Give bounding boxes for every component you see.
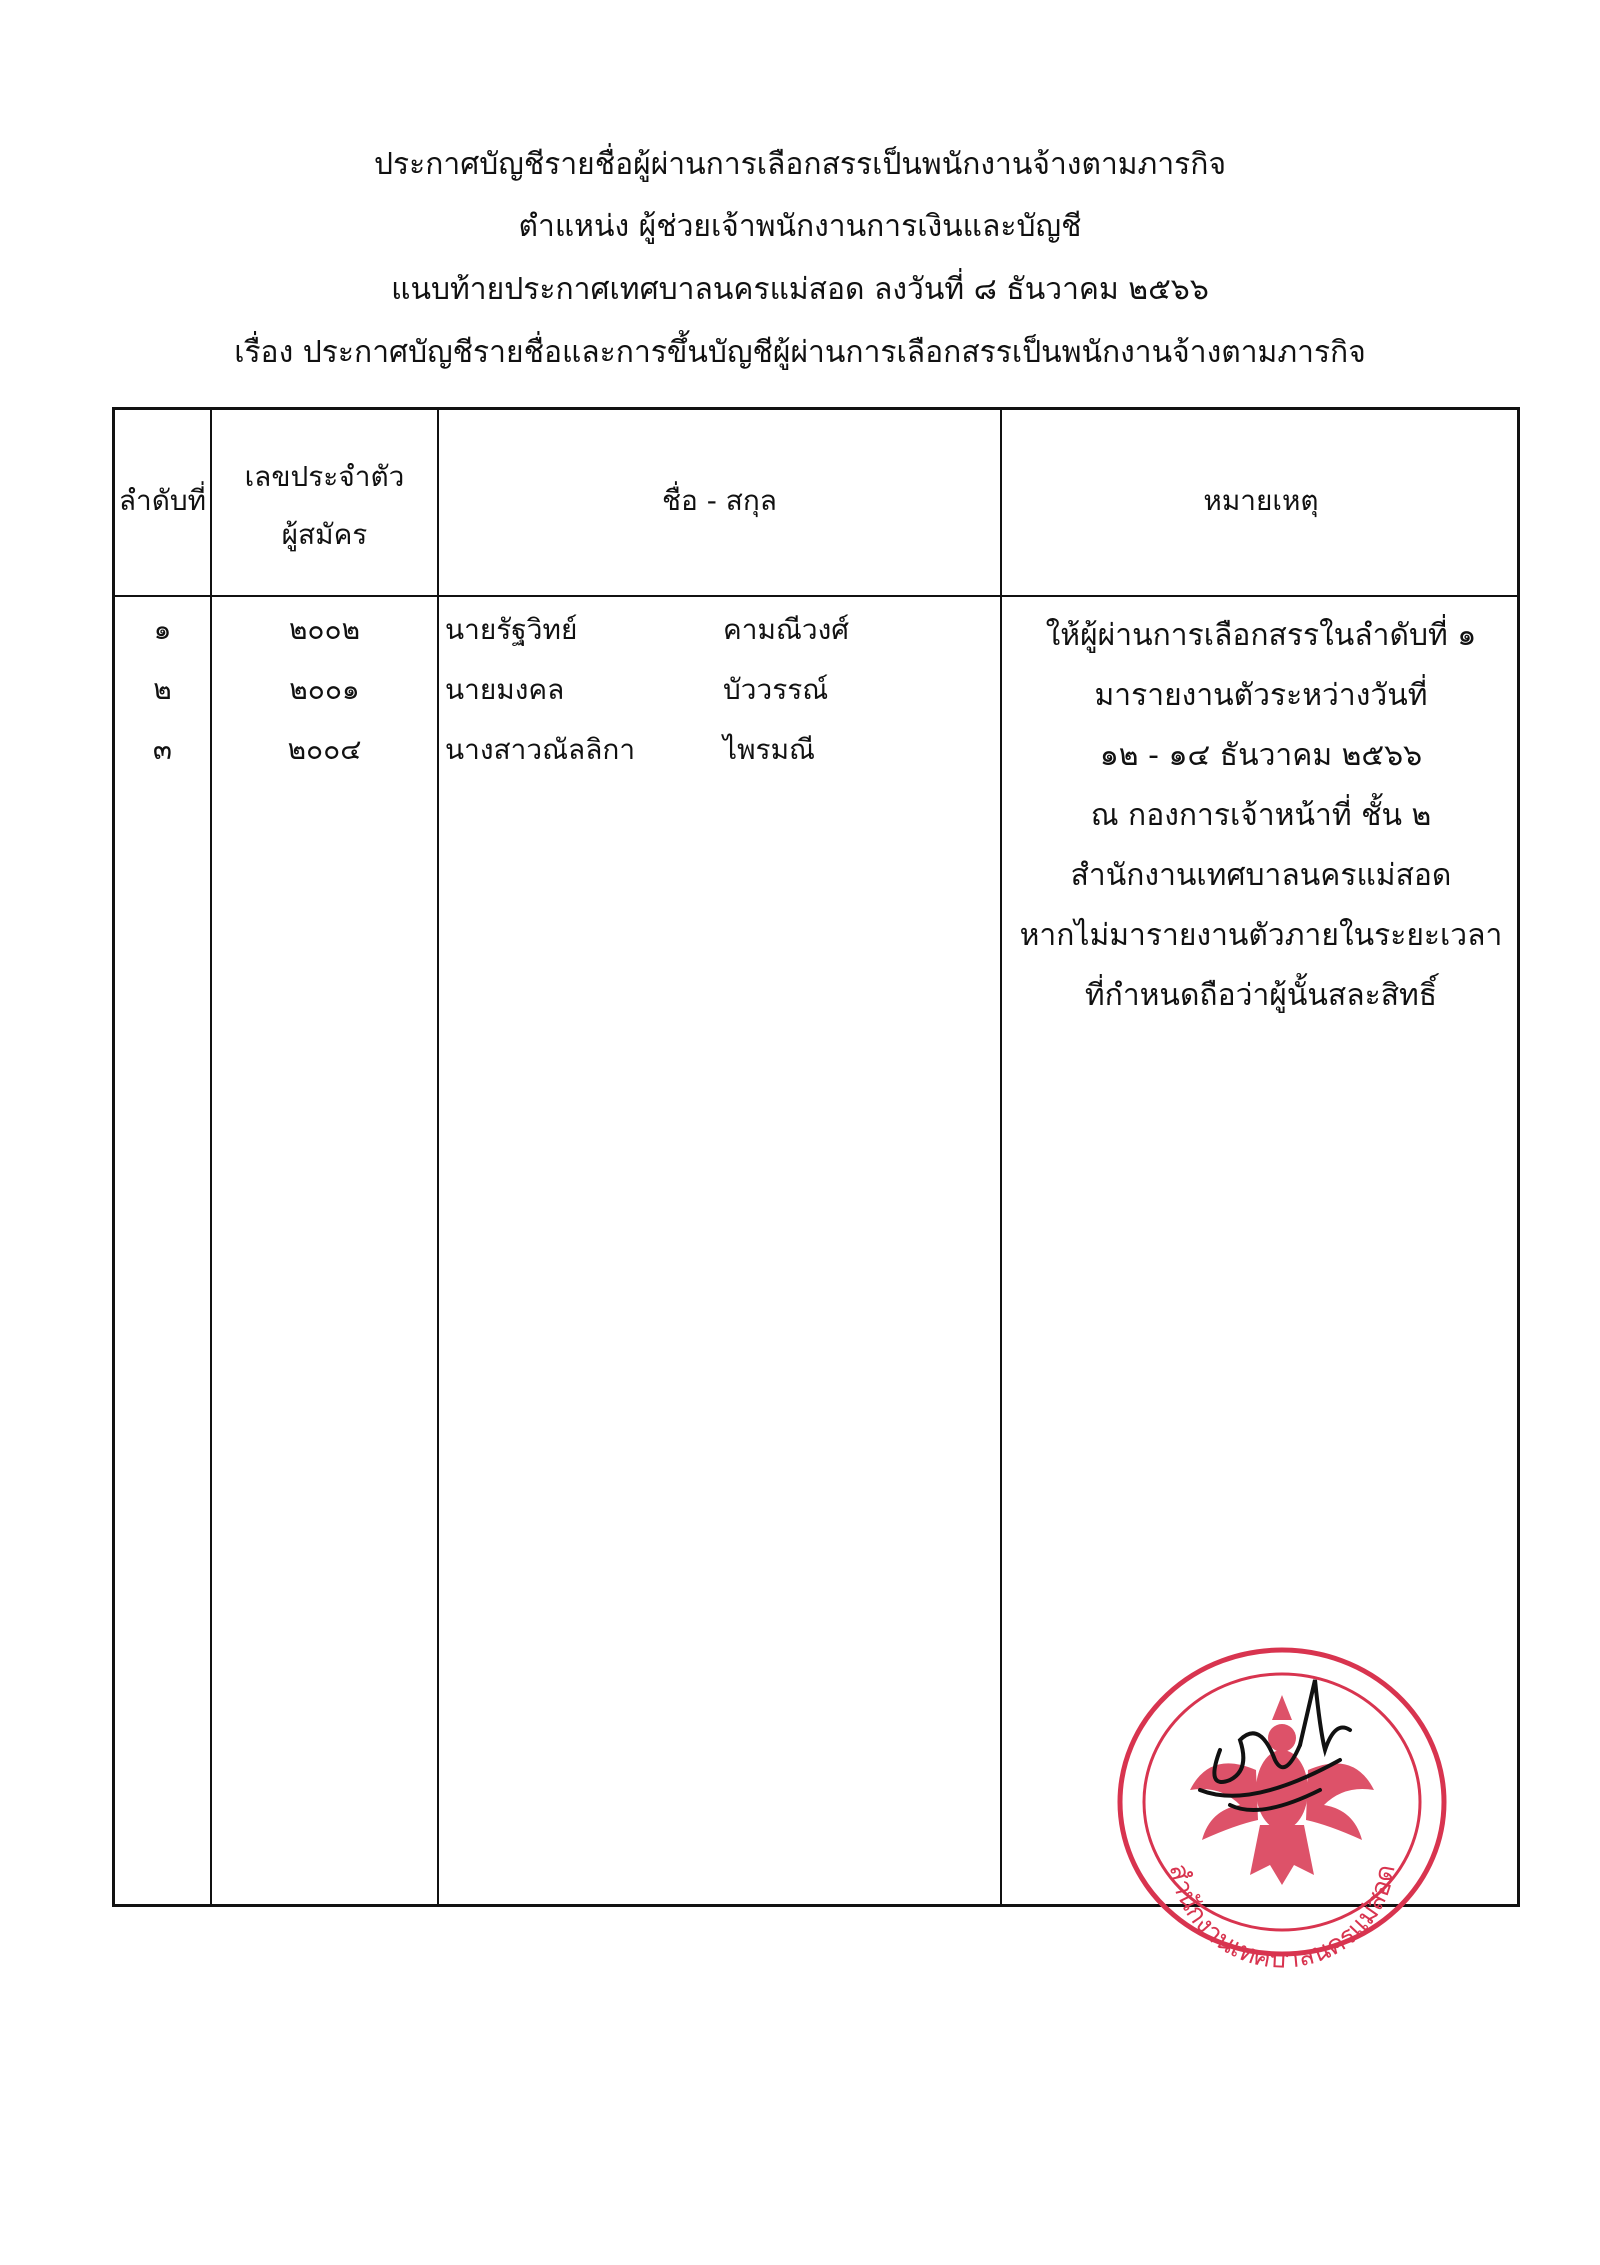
row-2-first-name: นายมงคล	[445, 673, 565, 706]
seal-text: สำนักงานเทศบาลนครแม่สอด	[1162, 1861, 1402, 1970]
title-line-3: แนบท้ายประกาศเทศบาลนครแม่สอด ลงวันที่ ๘ ธันวาคม ๒๕๖๖	[391, 272, 1209, 307]
official-seal	[1110, 1640, 1450, 1970]
remark-line: สำนักงานเทศบาลนครแม่สอด	[1070, 858, 1452, 893]
row-2-last-name: บัววรรณ์	[723, 673, 829, 706]
seal-graphic	[1110, 1640, 1450, 1970]
remark-line: ๑๒ - ๑๔ ธันวาคม ๒๕๖๖	[1099, 738, 1423, 773]
header-applicant-id-line2: ผู้สมัคร	[281, 518, 368, 551]
row-2-applicant-id: ๒๐๐๑	[289, 673, 360, 706]
header-name: ชื่อ - สกุล	[662, 484, 777, 517]
title-line-1: ประกาศบัญชีรายชื่อผู้ผ่านการเลือกสรรเป็นพนักงานจ้างตามภารกิจ	[373, 147, 1227, 182]
row-1-order: ๑	[153, 613, 172, 646]
garuda-emblem-icon	[1190, 1695, 1374, 1885]
title-line-4: เรื่อง ประกาศบัญชีรายชื่อและการขึ้นบัญชีผู้ผ่านการเลือกสรรเป็นพนักงานจ้างตามภารกิจ	[234, 335, 1366, 370]
row-3-order: ๓	[152, 733, 173, 766]
remark-line: ที่กำหนดถือว่าผู้นั้นสละสิทธิ์	[1084, 978, 1438, 1013]
header-applicant-id	[212, 448, 437, 564]
title-line-2: ตำแหน่ง ผู้ช่วยเจ้าพนักงานการเงินและบัญชี	[518, 209, 1082, 244]
row-2-order: ๒	[153, 673, 172, 706]
remark-line: ให้ผู้ผ่านการเลือกสรรในลำดับที่ ๑	[1045, 618, 1477, 653]
remark-line: หากไม่มารายงานตัวภายในระยะเวลา	[1019, 918, 1503, 953]
row-3-last-name: ไพรมณี	[723, 733, 816, 766]
remark-block	[1002, 606, 1520, 1026]
header-order: ลำดับที่	[118, 484, 207, 517]
row-3-applicant-id: ๒๐๐๔	[287, 733, 362, 766]
column-divider	[437, 410, 439, 1904]
row-1-last-name: คามณีวงศ์	[723, 613, 850, 646]
header-divider	[115, 595, 1517, 597]
row-1-applicant-id: ๒๐๐๒	[288, 613, 361, 646]
header-remark: หมายเหตุ	[1203, 484, 1319, 517]
row-3-first-name: นางสาวณัลลิกา	[445, 733, 636, 766]
header-applicant-id-line1: เลขประจำตัว	[244, 460, 405, 493]
remark-line: ณ กองการเจ้าหน้าที่ ชั้น ๒	[1090, 798, 1432, 833]
row-1-first-name: นายรัฐวิทย์	[445, 613, 578, 646]
remark-line: มารายงานตัวระหว่างวันที่	[1094, 678, 1428, 713]
